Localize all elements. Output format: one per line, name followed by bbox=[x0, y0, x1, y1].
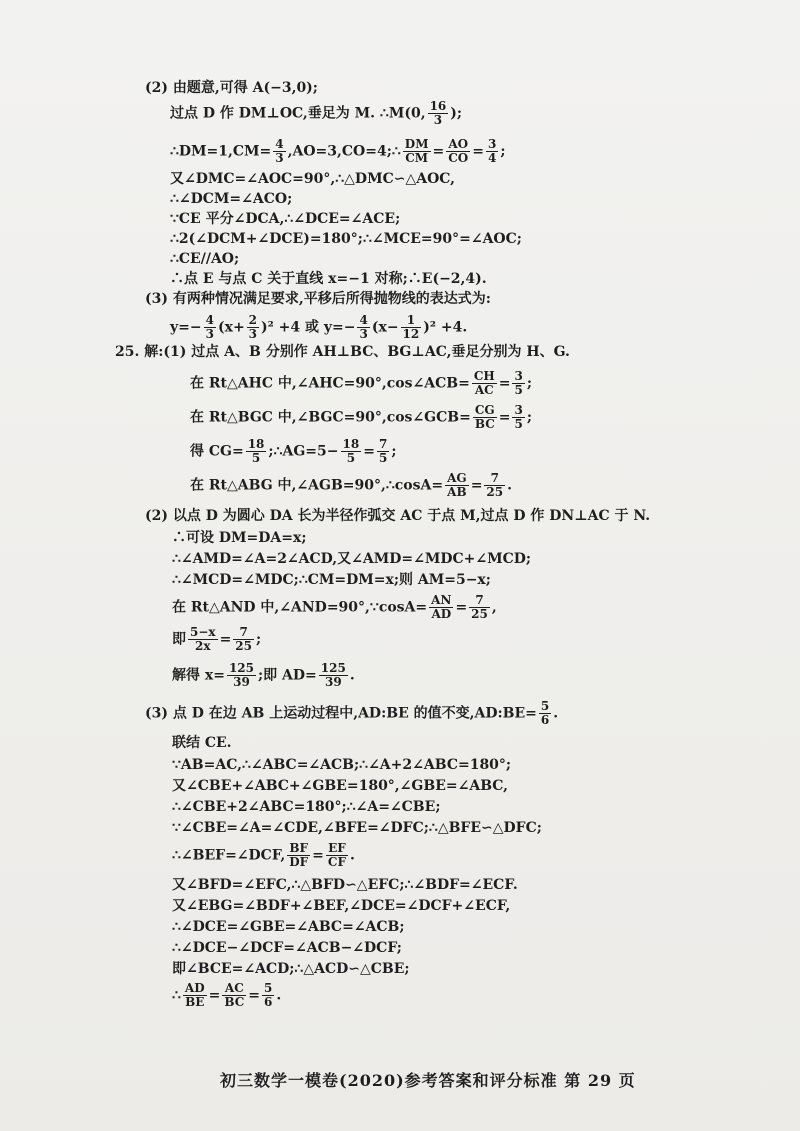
text-segment: 过点 D 作 DM⊥OC,垂足为 M. ∴M(0, bbox=[170, 105, 426, 122]
text-line bbox=[145, 289, 491, 309]
text-segment: ∵∠CBE=∠A=∠CDE,∠BFE=∠DFC;∴△BFE∽△DFC; bbox=[172, 820, 542, 836]
fraction-denominator: 39 bbox=[233, 675, 250, 689]
text-segment: 在 Rt△AND 中,∠AND=90°,∵cosA= bbox=[172, 599, 428, 616]
fraction-numerator: AD bbox=[184, 981, 205, 995]
text-segment: ); bbox=[450, 105, 463, 122]
text-line bbox=[172, 875, 518, 895]
text-segment: = bbox=[312, 847, 324, 864]
fraction bbox=[222, 982, 246, 1009]
text-segment: ∴可设 DM=DA=x; bbox=[172, 530, 307, 546]
fraction-denominator: AD bbox=[431, 607, 452, 621]
fraction bbox=[341, 438, 362, 465]
text-line bbox=[170, 169, 455, 189]
text-segment: 又∠EBG=∠BDF+∠BEF,∠DCE=∠DCF+∠ECF, bbox=[172, 898, 511, 914]
text-segment: ∴∠DCM=∠ACO; bbox=[170, 191, 293, 207]
fraction-denominator: 25 bbox=[235, 639, 252, 653]
text-segment: 又∠DMC=∠AOC=90°,∴△DMC∽△AOC, bbox=[170, 171, 456, 187]
text-line bbox=[172, 982, 281, 1009]
fraction-denominator: 5 bbox=[514, 383, 523, 397]
fraction bbox=[469, 594, 490, 621]
text-line bbox=[170, 100, 462, 127]
fraction-denominator: 4 bbox=[487, 151, 497, 165]
text-line bbox=[145, 506, 650, 526]
fraction-numerator: 5 bbox=[264, 981, 273, 995]
text-segment: )² +4 或 y=− bbox=[261, 319, 356, 336]
text-segment: (3) 点 D 在边 AB 上运动过程中,AD:BE 的值不变,AD:BE= bbox=[145, 705, 537, 722]
fraction-denominator: CF bbox=[327, 855, 346, 869]
text-segment: = bbox=[470, 477, 483, 494]
text-line bbox=[145, 78, 318, 98]
text-line bbox=[172, 917, 405, 937]
fraction-denominator: 5 bbox=[514, 417, 523, 431]
text-segment: ∴点 E 与点 C 关于直线 x=−1 对称;∴E(−2,4). bbox=[170, 271, 487, 287]
text-segment: ;∴AG=5− bbox=[268, 443, 339, 460]
text-segment: 在 Rt△ABG 中,∠AGB=90°,∴cosA= bbox=[190, 477, 444, 494]
text-segment: = bbox=[498, 409, 511, 426]
text-line bbox=[172, 842, 355, 869]
text-line bbox=[172, 662, 355, 689]
text-segment: 又∠CBE+∠ABC+∠GBE=180°,∠GBE=∠ABC, bbox=[172, 778, 509, 794]
fraction-numerator: 2 bbox=[248, 313, 258, 327]
text-segment: ∴∠CBE+2∠ABC=180°;∴∠A=∠CBE; bbox=[172, 799, 441, 815]
fraction bbox=[512, 404, 524, 431]
text-segment: ∴ bbox=[172, 987, 181, 1004]
text-line bbox=[170, 229, 522, 249]
fraction-numerator: 5 bbox=[540, 699, 550, 713]
fraction bbox=[357, 314, 369, 341]
text-segment: 即∠BCE=∠ACD;∴△ACD∽△CBE; bbox=[172, 961, 410, 977]
fraction-denominator: 39 bbox=[324, 675, 342, 689]
text-line bbox=[145, 700, 558, 727]
text-line bbox=[170, 249, 239, 269]
text-line bbox=[115, 342, 570, 362]
text-segment: y=− bbox=[170, 319, 202, 336]
fraction bbox=[233, 626, 254, 653]
text-line bbox=[170, 189, 292, 209]
fraction-denominator: 5 bbox=[346, 451, 356, 465]
text-segment: = bbox=[208, 987, 221, 1004]
text-segment: (x− bbox=[371, 319, 399, 336]
text-line bbox=[190, 438, 396, 465]
text-segment: (2) 由题意,可得 A(−3,0); bbox=[145, 80, 318, 96]
fraction-numerator: 3 bbox=[514, 369, 523, 383]
fraction-numerator: 7 bbox=[484, 472, 505, 486]
text-segment: 得 CG= bbox=[190, 443, 244, 460]
fraction-denominator: 5 bbox=[378, 451, 388, 465]
text-line bbox=[172, 570, 491, 590]
fraction-denominator: AB bbox=[447, 485, 467, 499]
text-line bbox=[170, 209, 400, 229]
text-line bbox=[190, 404, 532, 431]
text-line bbox=[172, 626, 261, 653]
fraction bbox=[445, 472, 469, 499]
text-segment: ∴CE//AO; bbox=[170, 251, 240, 267]
fraction bbox=[446, 138, 470, 165]
text-line bbox=[170, 314, 467, 341]
fraction bbox=[246, 438, 267, 465]
fraction-denominator: 12 bbox=[402, 327, 420, 341]
fraction-numerator: 7 bbox=[469, 594, 490, 608]
page-footer: 初三数学一模卷(2020)参考答案和评分标准 第 29 页 bbox=[220, 1071, 636, 1090]
fraction-numerator: 4 bbox=[205, 313, 214, 327]
text-segment: ∴∠BEF=∠DCF, bbox=[172, 847, 286, 864]
text-segment: = bbox=[455, 599, 468, 616]
fraction-numerator: AC bbox=[222, 982, 246, 996]
fraction-numerator: AG bbox=[447, 471, 467, 485]
fraction bbox=[472, 370, 497, 397]
text-line bbox=[172, 797, 440, 817]
fraction bbox=[273, 138, 285, 165]
text-segment: 在 Rt△BGC 中,∠BGC=90°,cos∠GCB= bbox=[190, 409, 471, 426]
text-segment: = bbox=[498, 375, 511, 392]
fraction-numerator: AO bbox=[446, 138, 470, 152]
text-segment: (x+ bbox=[217, 319, 245, 336]
fraction-denominator: 5 bbox=[251, 451, 261, 465]
text-segment: ∴∠AMD=∠A=2∠ACD,又∠AMD=∠MDC+∠MCD; bbox=[172, 551, 532, 567]
fraction bbox=[188, 626, 218, 653]
fraction-numerator: 7 bbox=[378, 437, 388, 451]
fraction-denominator: BE bbox=[185, 995, 205, 1009]
text-segment: = bbox=[248, 987, 261, 1004]
fraction bbox=[429, 594, 453, 621]
text-line bbox=[170, 269, 487, 289]
fraction-denominator: 3 bbox=[275, 151, 284, 165]
text-segment: 即 bbox=[172, 631, 186, 648]
fraction bbox=[539, 700, 551, 727]
text-segment: ,AO=3,CO=4;∴ bbox=[287, 143, 401, 160]
fraction-numerator: 5−x bbox=[190, 625, 216, 639]
fraction-denominator: BC bbox=[224, 995, 245, 1009]
text-segment: ∴∠DCE=∠GBE=∠ABC=∠ACB; bbox=[172, 919, 405, 935]
text-segment: 解得 x= bbox=[172, 667, 225, 684]
fraction-numerator: EF bbox=[326, 842, 348, 856]
fraction bbox=[428, 100, 449, 127]
fraction-denominator: 3 bbox=[433, 113, 443, 127]
text-line bbox=[172, 776, 508, 796]
fraction-numerator: 18 bbox=[342, 437, 360, 451]
fraction-denominator: 6 bbox=[264, 995, 273, 1009]
fraction-numerator: 1 bbox=[401, 314, 422, 328]
fraction-denominator: CO bbox=[448, 151, 469, 165]
fraction bbox=[486, 138, 498, 165]
text-line bbox=[190, 472, 512, 499]
fraction-numerator: BF bbox=[287, 842, 310, 856]
fraction-denominator: DF bbox=[289, 855, 309, 869]
text-segment: ;即 AD= bbox=[258, 667, 317, 684]
text-segment: . bbox=[349, 667, 355, 684]
text-segment: (3) 有两种情况满足要求,平移后所得抛物线的表达式为: bbox=[145, 291, 491, 307]
fraction bbox=[326, 842, 348, 869]
text-segment: . bbox=[349, 847, 355, 864]
text-line bbox=[170, 138, 506, 165]
fraction-numerator: 16 bbox=[429, 99, 447, 113]
fraction bbox=[473, 404, 497, 431]
fraction bbox=[227, 662, 256, 689]
text-segment: . bbox=[276, 987, 282, 1004]
text-segment: 在 Rt△AHC 中,∠AHC=90°,cos∠ACB= bbox=[190, 375, 470, 392]
text-line bbox=[172, 938, 402, 958]
fraction-denominator: 3 bbox=[205, 327, 214, 341]
text-segment: = bbox=[363, 443, 375, 460]
text-line bbox=[172, 896, 510, 916]
text-segment: ∵CE 平分∠DCA,∴∠DCE=∠ACE; bbox=[170, 211, 401, 227]
fraction-denominator: 3 bbox=[248, 327, 258, 341]
text-segment: ∴DM=1,CM= bbox=[170, 143, 272, 160]
fraction bbox=[247, 314, 259, 341]
fraction bbox=[403, 138, 431, 165]
text-line bbox=[172, 755, 511, 775]
text-segment: . bbox=[553, 705, 559, 722]
fraction-numerator: 4 bbox=[359, 313, 368, 327]
text-segment: ; bbox=[391, 443, 397, 460]
fraction-denominator: 3 bbox=[359, 327, 368, 341]
text-segment: . bbox=[507, 477, 512, 494]
text-line bbox=[172, 733, 232, 753]
fraction-numerator: DM bbox=[404, 137, 429, 151]
text-segment: ∵AB=AC,∴∠ABC=∠ACB;∴∠A+2∠ABC=180°; bbox=[172, 757, 512, 773]
fraction bbox=[484, 472, 505, 499]
fraction-denominator: 25 bbox=[471, 607, 488, 621]
text-segment: , bbox=[491, 599, 497, 616]
text-segment: ∴∠DCE−∠DCF=∠ACB−∠DCF; bbox=[172, 940, 402, 956]
text-line bbox=[190, 370, 532, 397]
text-segment: = bbox=[472, 143, 484, 160]
fraction-numerator: CH bbox=[473, 369, 495, 383]
text-line bbox=[172, 959, 410, 979]
text-line bbox=[172, 818, 542, 838]
fraction-numerator: 3 bbox=[514, 403, 523, 417]
fraction bbox=[287, 842, 310, 869]
text-segment: 25. 解:(1) 过点 A、B 分别作 AH⊥BC、BG⊥AC,垂足分别为 H、G. bbox=[115, 344, 570, 360]
fraction bbox=[262, 982, 274, 1009]
text-line bbox=[172, 549, 531, 569]
fraction bbox=[319, 662, 348, 689]
fraction bbox=[183, 982, 207, 1009]
fraction-denominator: BC bbox=[474, 417, 495, 431]
fraction-numerator: AN bbox=[431, 593, 452, 607]
fraction-numerator: 18 bbox=[247, 437, 265, 451]
text-segment: 联结 CE. bbox=[172, 735, 232, 751]
text-line bbox=[172, 528, 307, 548]
text-segment: 又∠BFD=∠EFC,∴△BFD∽△EFC;∴∠BDF=∠ECF. bbox=[172, 877, 518, 893]
fraction bbox=[204, 314, 216, 341]
text-segment: = bbox=[219, 631, 232, 648]
fraction bbox=[512, 370, 524, 397]
text-segment: ; bbox=[500, 143, 506, 160]
text-segment: ∴∠MCD=∠MDC;∴CM=DM=x;则 AM=5−x; bbox=[172, 572, 491, 588]
fraction-denominator: 2x bbox=[195, 639, 211, 653]
fraction-numerator: 7 bbox=[233, 626, 254, 640]
text-segment: ∴2(∠DCM+∠DCE)=180°;∴∠MCE=90°=∠AOC; bbox=[170, 231, 522, 247]
text-line bbox=[172, 594, 497, 621]
fraction-numerator: 4 bbox=[275, 137, 284, 151]
text-segment: ; bbox=[256, 631, 262, 648]
fraction-numerator: 3 bbox=[487, 137, 497, 151]
fraction bbox=[401, 314, 422, 341]
fraction-denominator: AC bbox=[474, 383, 494, 397]
fraction-denominator: 25 bbox=[486, 485, 504, 499]
fraction-denominator: 6 bbox=[540, 713, 550, 727]
fraction-numerator: 125 bbox=[320, 661, 346, 675]
text-segment: (2) 以点 D 为圆心 DA 长为半径作弧交 AC 于点 M,过点 D 作 DN⊥AC 于 N. bbox=[145, 508, 651, 524]
text-segment: )² +4. bbox=[423, 319, 468, 336]
fraction-numerator: 125 bbox=[228, 661, 255, 675]
fraction-denominator: CM bbox=[405, 151, 429, 165]
fraction-numerator: CG bbox=[473, 404, 497, 418]
text-segment: = bbox=[432, 143, 445, 160]
text-segment: ; bbox=[526, 375, 532, 392]
fraction bbox=[377, 438, 389, 465]
text-segment: ; bbox=[526, 409, 533, 426]
